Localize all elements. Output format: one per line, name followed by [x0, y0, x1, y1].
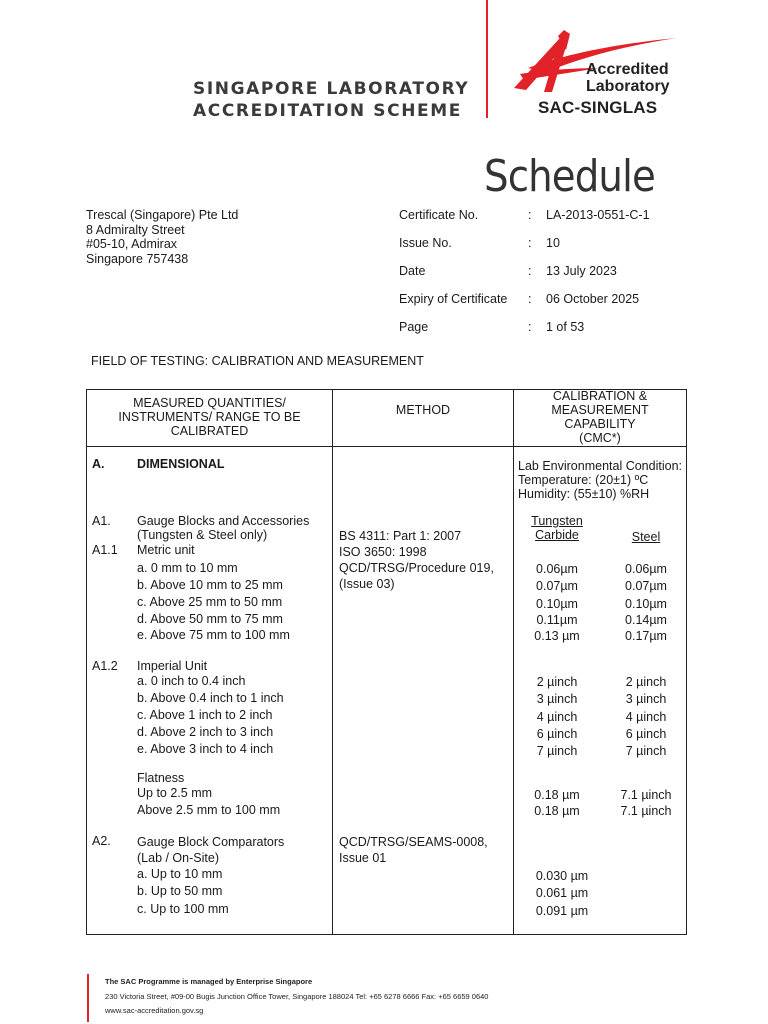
cert-value: LA-2013-0551-C-1	[546, 208, 650, 222]
env-line: Humidity: (55±10) %RH	[518, 487, 650, 501]
field-of-testing: FIELD OF TESTING: CALIBRATION AND MEASUREMENT	[91, 354, 424, 368]
cmc-steel: 3 µinch	[625, 692, 667, 706]
address-line: #05-10, Admirax	[86, 237, 178, 251]
cert-label: Date	[399, 264, 426, 278]
item-title-line: Gauge Blocks and Accessories	[137, 514, 310, 528]
env-line: Lab Environmental Condition:	[518, 459, 682, 473]
header-divider	[486, 0, 488, 118]
cmc-steel: 0.07µm	[625, 579, 667, 593]
item-title-line: (Lab / On-Site)	[137, 851, 219, 865]
section-code: A.	[92, 457, 105, 471]
cmc-tc: 0.18 µm	[534, 804, 580, 818]
column-header-method: METHOD	[395, 403, 451, 417]
cmc-tc: 0.06µm	[536, 562, 578, 576]
header-line: MEASURED QUANTITIES/	[133, 396, 286, 410]
header-line: MEASUREMENT	[551, 403, 649, 417]
range-flatness: Above 2.5 mm to 100 mm	[137, 803, 281, 817]
footer-address: 230 Victoria Street, #09-00 Bugis Junction Office Tower, Singapore 188024 Tel: +65 6278 6666 Fax: +65 6659 0640	[105, 992, 489, 1001]
scheme-title-line2: ACCREDITATION SCHEME	[193, 101, 462, 121]
range-metric: a. 0 mm to 10 mm	[137, 561, 238, 575]
method-line: Issue 01	[339, 851, 387, 865]
table-header-divider	[86, 446, 687, 447]
range-a2: a. Up to 10 mm	[137, 867, 223, 881]
cmc-steel: 0.14µm	[625, 613, 667, 627]
item-title: Imperial Unit	[137, 659, 208, 673]
cert-colon: :	[528, 208, 532, 222]
cmc-tc: 0.10µm	[536, 597, 578, 611]
cert-label: Certificate No.	[399, 208, 479, 222]
header-line: (CMC*)	[579, 431, 621, 445]
cmc-tc: 0.18 µm	[534, 788, 580, 802]
cert-value: 1 of 53	[546, 320, 585, 334]
scheme-title-line1: SINGAPORE LABORATORY	[193, 79, 470, 99]
header-line: CAPABILITY	[564, 417, 636, 431]
range-imperial: d. Above 2 inch to 3 inch	[137, 725, 274, 739]
method-a1	[339, 528, 494, 592]
cmc-tc: 0.13 µm	[534, 629, 580, 643]
method-line: ISO 3650: 1998	[339, 545, 427, 559]
range-imperial: b. Above 0.4 inch to 1 inch	[137, 691, 284, 705]
range-flatness: Up to 2.5 mm	[137, 786, 213, 800]
cmc-tc: 3 µinch	[536, 692, 578, 706]
footer-accent-bar	[87, 974, 89, 1022]
range-imperial: e. Above 3 inch to 4 inch	[137, 742, 274, 756]
method-line: QCD/TRSG/SEAMS-0008,	[339, 835, 488, 849]
item-title-line: (Tungsten & Steel only)	[137, 528, 268, 542]
cert-colon: :	[528, 320, 532, 334]
cmc-steel: 7.1 µinch	[620, 804, 672, 818]
cmc-a2: 0.061 µm	[535, 886, 589, 900]
range-metric: d. Above 50 mm to 75 mm	[137, 612, 283, 626]
flatness-title: Flatness	[137, 771, 185, 785]
cert-value: 06 October 2025	[546, 292, 640, 306]
item-code: A1.	[92, 514, 111, 528]
cmc-tc: 6 µinch	[536, 727, 578, 741]
cmc-steel: 7 µinch	[625, 744, 667, 758]
table-column-divider	[332, 389, 333, 935]
cmc-a2: 0.030 µm	[535, 869, 589, 883]
cert-value: 10	[546, 236, 560, 250]
range-a2: c. Up to 100 mm	[137, 902, 229, 916]
logo-laboratory-text: Laboratory	[586, 78, 670, 95]
header-line: CALIBRATED	[170, 424, 249, 438]
address-line: Trescal (Singapore) Pte Ltd	[86, 208, 239, 222]
cmc-header-line: Carbide	[535, 528, 579, 542]
address-line: 8 Admiralty Street	[86, 222, 185, 237]
address-line: Singapore 757438	[86, 251, 189, 266]
item-title	[137, 834, 284, 866]
range-imperial: a. 0 inch to 0.4 inch	[137, 674, 246, 688]
range-metric: b. Above 10 mm to 25 mm	[137, 578, 283, 592]
column-header-cmc	[514, 389, 686, 445]
cmc-steel: 2 µinch	[625, 675, 667, 689]
cmc-header-tungsten-carbide	[516, 514, 598, 542]
cert-colon: :	[528, 264, 532, 278]
cmc-tc: 0.07µm	[536, 579, 578, 593]
cmc-steel: 7.1 µinch	[620, 788, 672, 802]
env-line: Temperature: (20±1) ºC	[518, 473, 649, 487]
cmc-tc: 0.11µm	[536, 613, 578, 627]
cmc-tc: 4 µinch	[536, 710, 578, 724]
environment-condition	[518, 459, 682, 501]
page-title: Schedule	[484, 151, 655, 202]
cmc-steel: 0.06µm	[625, 562, 667, 576]
organization-address	[86, 208, 238, 266]
footer-programme: The SAC Programme is managed by Enterprise Singapore	[105, 977, 313, 986]
column-header-quantities	[87, 396, 332, 438]
range-imperial: c. Above 1 inch to 2 inch	[137, 708, 273, 722]
item-title: Metric unit	[137, 543, 195, 557]
item-code: A2.	[92, 834, 111, 848]
cmc-a2: 0.091 µm	[535, 904, 589, 918]
cert-colon: :	[528, 236, 532, 250]
cert-colon: :	[528, 292, 532, 306]
item-title	[137, 514, 309, 542]
scheme-title	[193, 78, 469, 122]
cert-label: Expiry of Certificate	[399, 292, 508, 306]
table-column-divider	[513, 389, 514, 935]
header-line: INSTRUMENTS/ RANGE TO BE	[118, 410, 301, 424]
cmc-tc: 7 µinch	[536, 744, 578, 758]
range-a2: b. Up to 50 mm	[137, 884, 223, 898]
method-a2	[339, 834, 488, 866]
cmc-header-steel: Steel	[631, 530, 661, 544]
logo-sac-singlas-text: SAC-SINGLAS	[538, 98, 658, 117]
footer-website[interactable]: www.sac-accreditation.gov.sg	[105, 1006, 204, 1015]
cmc-steel: 0.17µm	[625, 629, 667, 643]
method-line: QCD/TRSG/Procedure 019,	[339, 561, 494, 575]
cmc-steel: 6 µinch	[625, 727, 667, 741]
method-line: (Issue 03)	[339, 577, 395, 591]
section-title: DIMENSIONAL	[137, 457, 225, 471]
cmc-steel: 4 µinch	[625, 710, 667, 724]
range-metric: e. Above 75 mm to 100 mm	[137, 628, 290, 642]
item-code: A1.1	[92, 543, 118, 557]
cmc-tc: 2 µinch	[536, 675, 578, 689]
header-line: CALIBRATION &	[552, 389, 648, 403]
range-metric: c. Above 25 mm to 50 mm	[137, 595, 283, 609]
method-line: BS 4311: Part 1: 2007	[339, 529, 462, 543]
item-code: A1.2	[92, 659, 118, 673]
cert-label: Issue No.	[399, 236, 452, 250]
cert-value: 13 July 2023	[546, 264, 617, 278]
item-title-line: Gauge Block Comparators	[137, 835, 285, 849]
cmc-header-line: Tungsten	[531, 514, 583, 528]
cmc-steel: 0.10µm	[625, 597, 667, 611]
logo-accredited-text: Accredited	[586, 61, 669, 78]
cert-label: Page	[399, 320, 429, 334]
